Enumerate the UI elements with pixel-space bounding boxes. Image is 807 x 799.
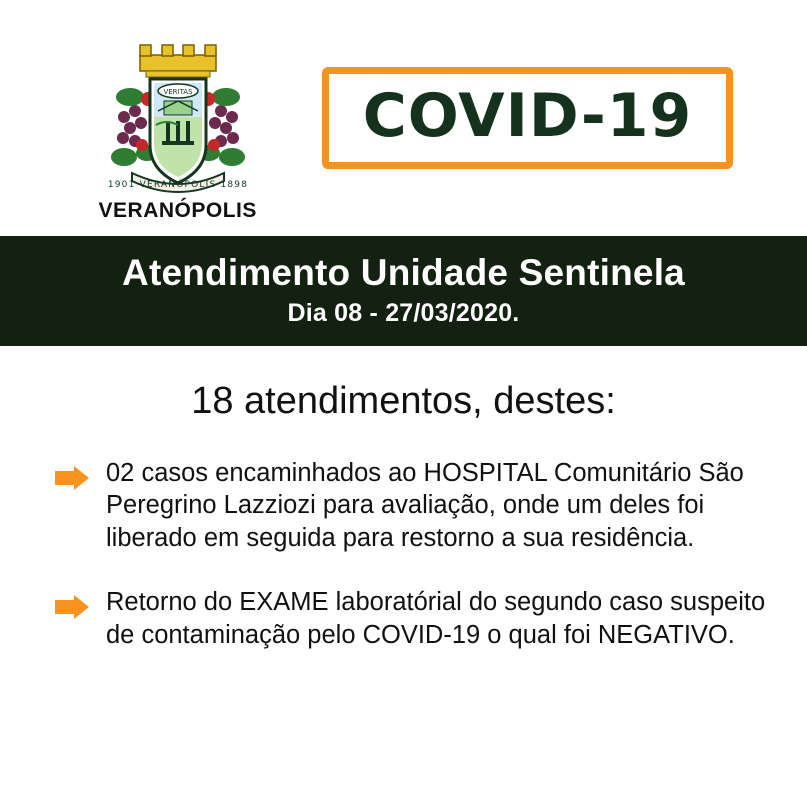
headline-total-attendances: 18 atendimentos, destes: xyxy=(191,379,616,422)
footer-strip xyxy=(0,775,807,799)
covid-badge xyxy=(322,67,734,169)
poster-title: Atendimento Unidade Sentinela xyxy=(122,252,685,293)
covid-badge-label: COVID-19 xyxy=(362,81,693,151)
list-item-text: Retorno do EXAME laboratórial do segundo caso suspeito de contaminação pelo COVID-19 o qual foi NEGATIVO. xyxy=(106,588,766,650)
arrow-right-icon xyxy=(54,465,90,491)
title-band xyxy=(0,236,807,346)
crest-caption: VERANÓPOLIS xyxy=(98,199,257,222)
crest-block xyxy=(94,13,262,223)
svg-text:1901 VERANÓPOLIS 1898: 1901 VERANÓPOLIS 1898 xyxy=(107,180,248,190)
list-item xyxy=(54,586,773,651)
list-item xyxy=(54,457,773,555)
arrow-right-icon xyxy=(54,594,90,620)
veranopolis-coat-of-arms-icon xyxy=(94,25,262,197)
poster-header xyxy=(0,0,807,236)
svg-text:VERITAS: VERITAS xyxy=(163,88,193,96)
poster-subtitle: Dia 08 - 27/03/2020. xyxy=(287,298,520,327)
list-item-text: 02 casos encaminhados ao HOSPITAL Comunitário São Peregrino Lazziozi para avaliação, onde um deles foi liberado em seguida para restorno a sua residência. xyxy=(106,458,744,552)
poster-body xyxy=(0,346,807,694)
